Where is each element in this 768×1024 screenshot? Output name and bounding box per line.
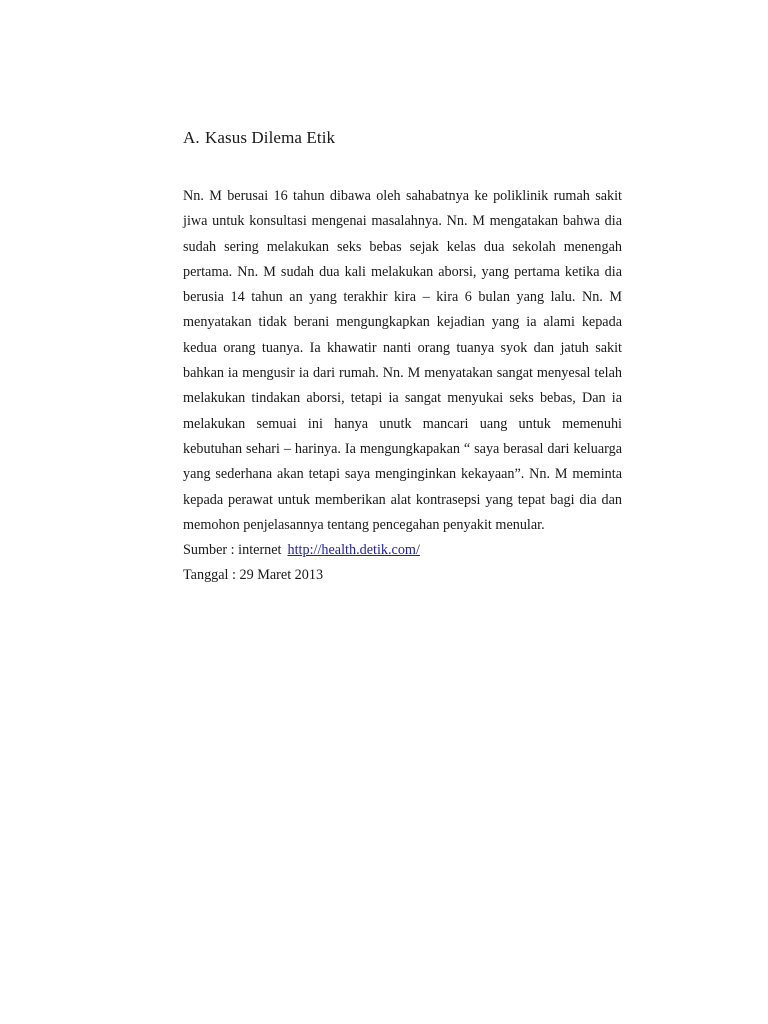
section-number: A. (183, 128, 200, 147)
section-heading (183, 126, 622, 150)
source-link[interactable]: http://health.detik.com/ (287, 542, 420, 559)
section-title: Kasus Dilema Etik (205, 128, 336, 147)
source-line (183, 538, 622, 563)
document-content (183, 126, 622, 589)
source-label: Sumber : internet (183, 542, 282, 559)
case-paragraph: Nn. M berusai 16 tahun dibawa oleh sahabatnya ke poliklinik rumah sakit jiwa untuk konsultasi mengenai masalahnya. Nn. M mengatakan bahwa dia sudah sering melakukan seks bebas sejak kelas dua sekolah menengah pertama. Nn. M sudah dua kali melakukan aborsi, yang pertama ketika dia berusia 14 tahun an yang terakhir kira – kira 6 bulan yang lalu. Nn. M menyatakan tidak berani mengungkapkan kejadian yang ia alami kepada kedua orang tuanya. Ia khawatir nanti orang tuanya syok dan jatuh sakit bahkan ia mengusir ia dari rumah. Nn. M menyatakan sangat menyesal telah melakukan tindakan aborsi, tetapi ia sangat menyukai seks bebas, Dan ia melakukan semuai ini hanya unutk mancari uang untuk memenuhi kebutuhan sehari – harinya. Ia mengungkapakan “ saya berasal dari keluarga yang sederhana akan tetapi saya menginginkan kekayaan”. Nn. M meminta kepada perawat untuk memberikan alat kontrasepsi yang tepat bagi dia dan memohon penjelasannya tentang pencegahan penyakit menular. (183, 188, 622, 533)
date-line: Tanggal : 29 Maret 2013 (183, 567, 324, 584)
